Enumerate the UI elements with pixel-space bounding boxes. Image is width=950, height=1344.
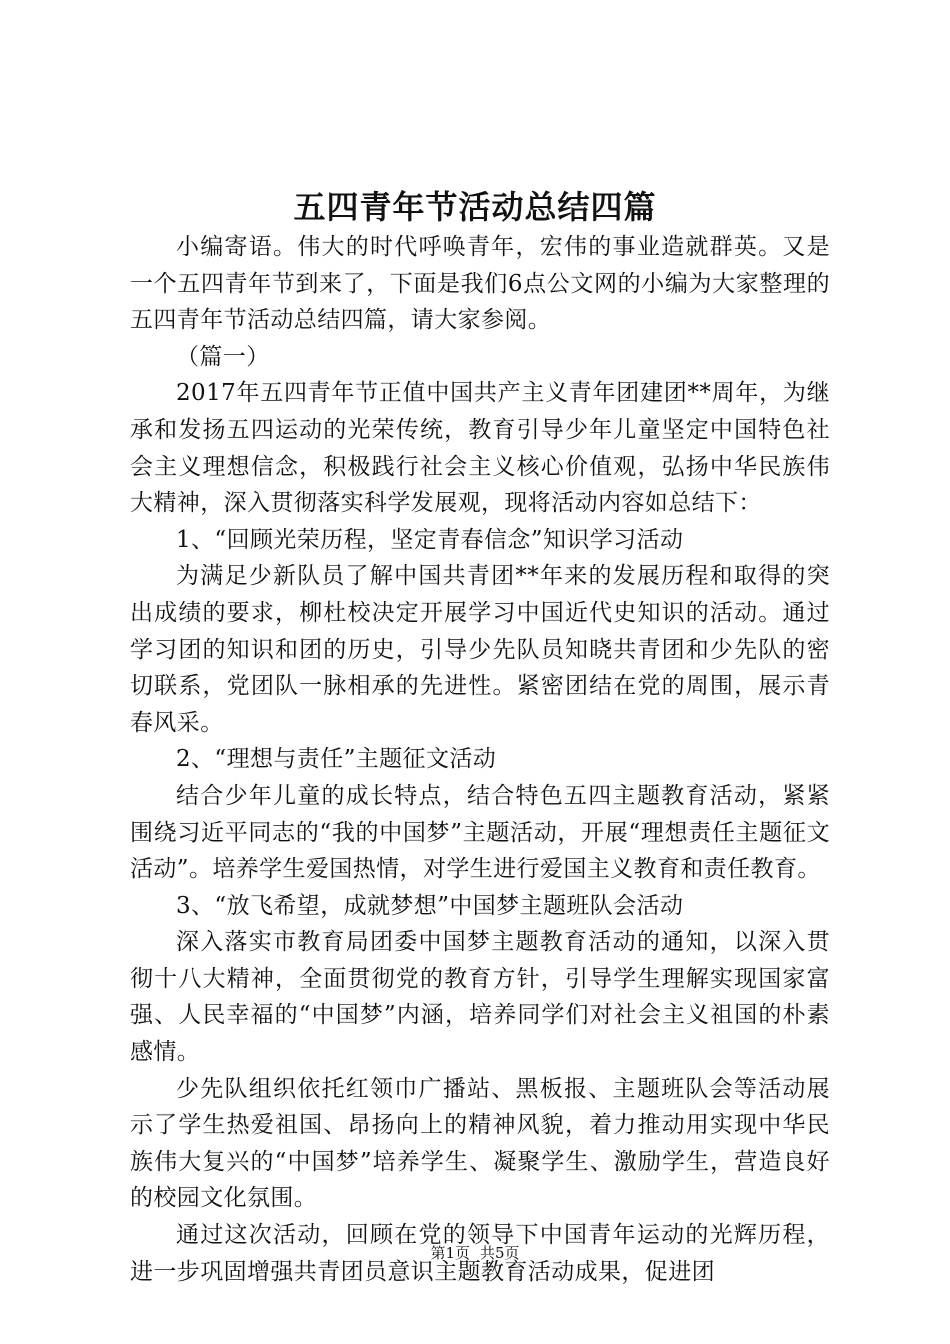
document-title: 五四青年节活动总结四篇 (293, 188, 657, 226)
paragraph-overview: 2017年五四青年节正值中国共产主义青年团建团**周年，为继承和发扬五四运动的光荣传统，教育引导少年儿童坚定中国特色社会主义理想信念，积极践行社会主义核心价值观，弘扬中华民族伟大精神，深入贯彻落实科学发展观，现将活动内容如总结下： (130, 380, 830, 517)
paragraph-young-pioneers: 少先队组织依托红领巾广播站、黑板报、主题班队会等活动展示了学生热爱祖国、昂扬向上的精神风貌，着力推动用实现中华民族伟大复兴的“中国梦”培养学生、凝聚学生、激励学生，营造良好的校园文化氛围。 (130, 1075, 830, 1212)
heading-activity-1: 1、“回顾光荣历程，坚定青春信念”知识学习活动 (176, 526, 684, 553)
paragraph-conclusion: 通过这次活动，回顾在党的领导下中国青年运动的光辉历程，进一步巩固增强共青团员意识主题教育活动成果，促进团 (130, 1222, 830, 1285)
section-label-part-one: （篇一） (176, 343, 270, 370)
paragraph-activity-3: 深入落实市教育局团委中国梦主题教育活动的通知，以深入贯彻十八大精神，全面贯彻党的教育方针，引导学生理解实现国家富强、人民幸福的“中国梦”内涵，培养同学们对社会主义祖国的朴素感情。 (130, 929, 830, 1066)
page-number: 第1页 (430, 1244, 470, 1262)
paragraph-activity-1: 为满足少新队员了解中国共青团**年来的发展历程和取得的突出成绩的要求，柳杜校决定开展学习中国近代史知识的活动。通过学习团的知识和团的历史，引导少先队员知晓共青团和少先队的密切联系，党团队一脉相承的先进性。紧密团结在党的周围，展示青春风采。 (130, 563, 830, 736)
paragraph-intro: 小编寄语。伟大的时代呼唤青年，宏伟的事业造就群英。又是一个五四青年节到来了，下面是我们6点公文网的小编为大家整理的五四青年节活动总结四篇，请大家参阅。 (130, 234, 830, 334)
total-pages: 共5页 (480, 1244, 520, 1262)
heading-activity-3: 3、“放飞希望，成就梦想”中国梦主题班队会活动 (176, 892, 684, 919)
heading-activity-2: 2、“理想与责任”主题征文活动 (176, 746, 497, 773)
document-body (130, 229, 830, 1290)
paragraph-activity-2: 结合少年儿童的成长特点，结合特色五四主题教育活动，紧紧围绕习近平同志的“我的中国梦”主题活动，开展“理想责任主题征文活动”。培养学生爱国热情，对学生进行爱国主义教育和责任教育。 (130, 782, 830, 883)
page-footer (0, 1243, 950, 1263)
